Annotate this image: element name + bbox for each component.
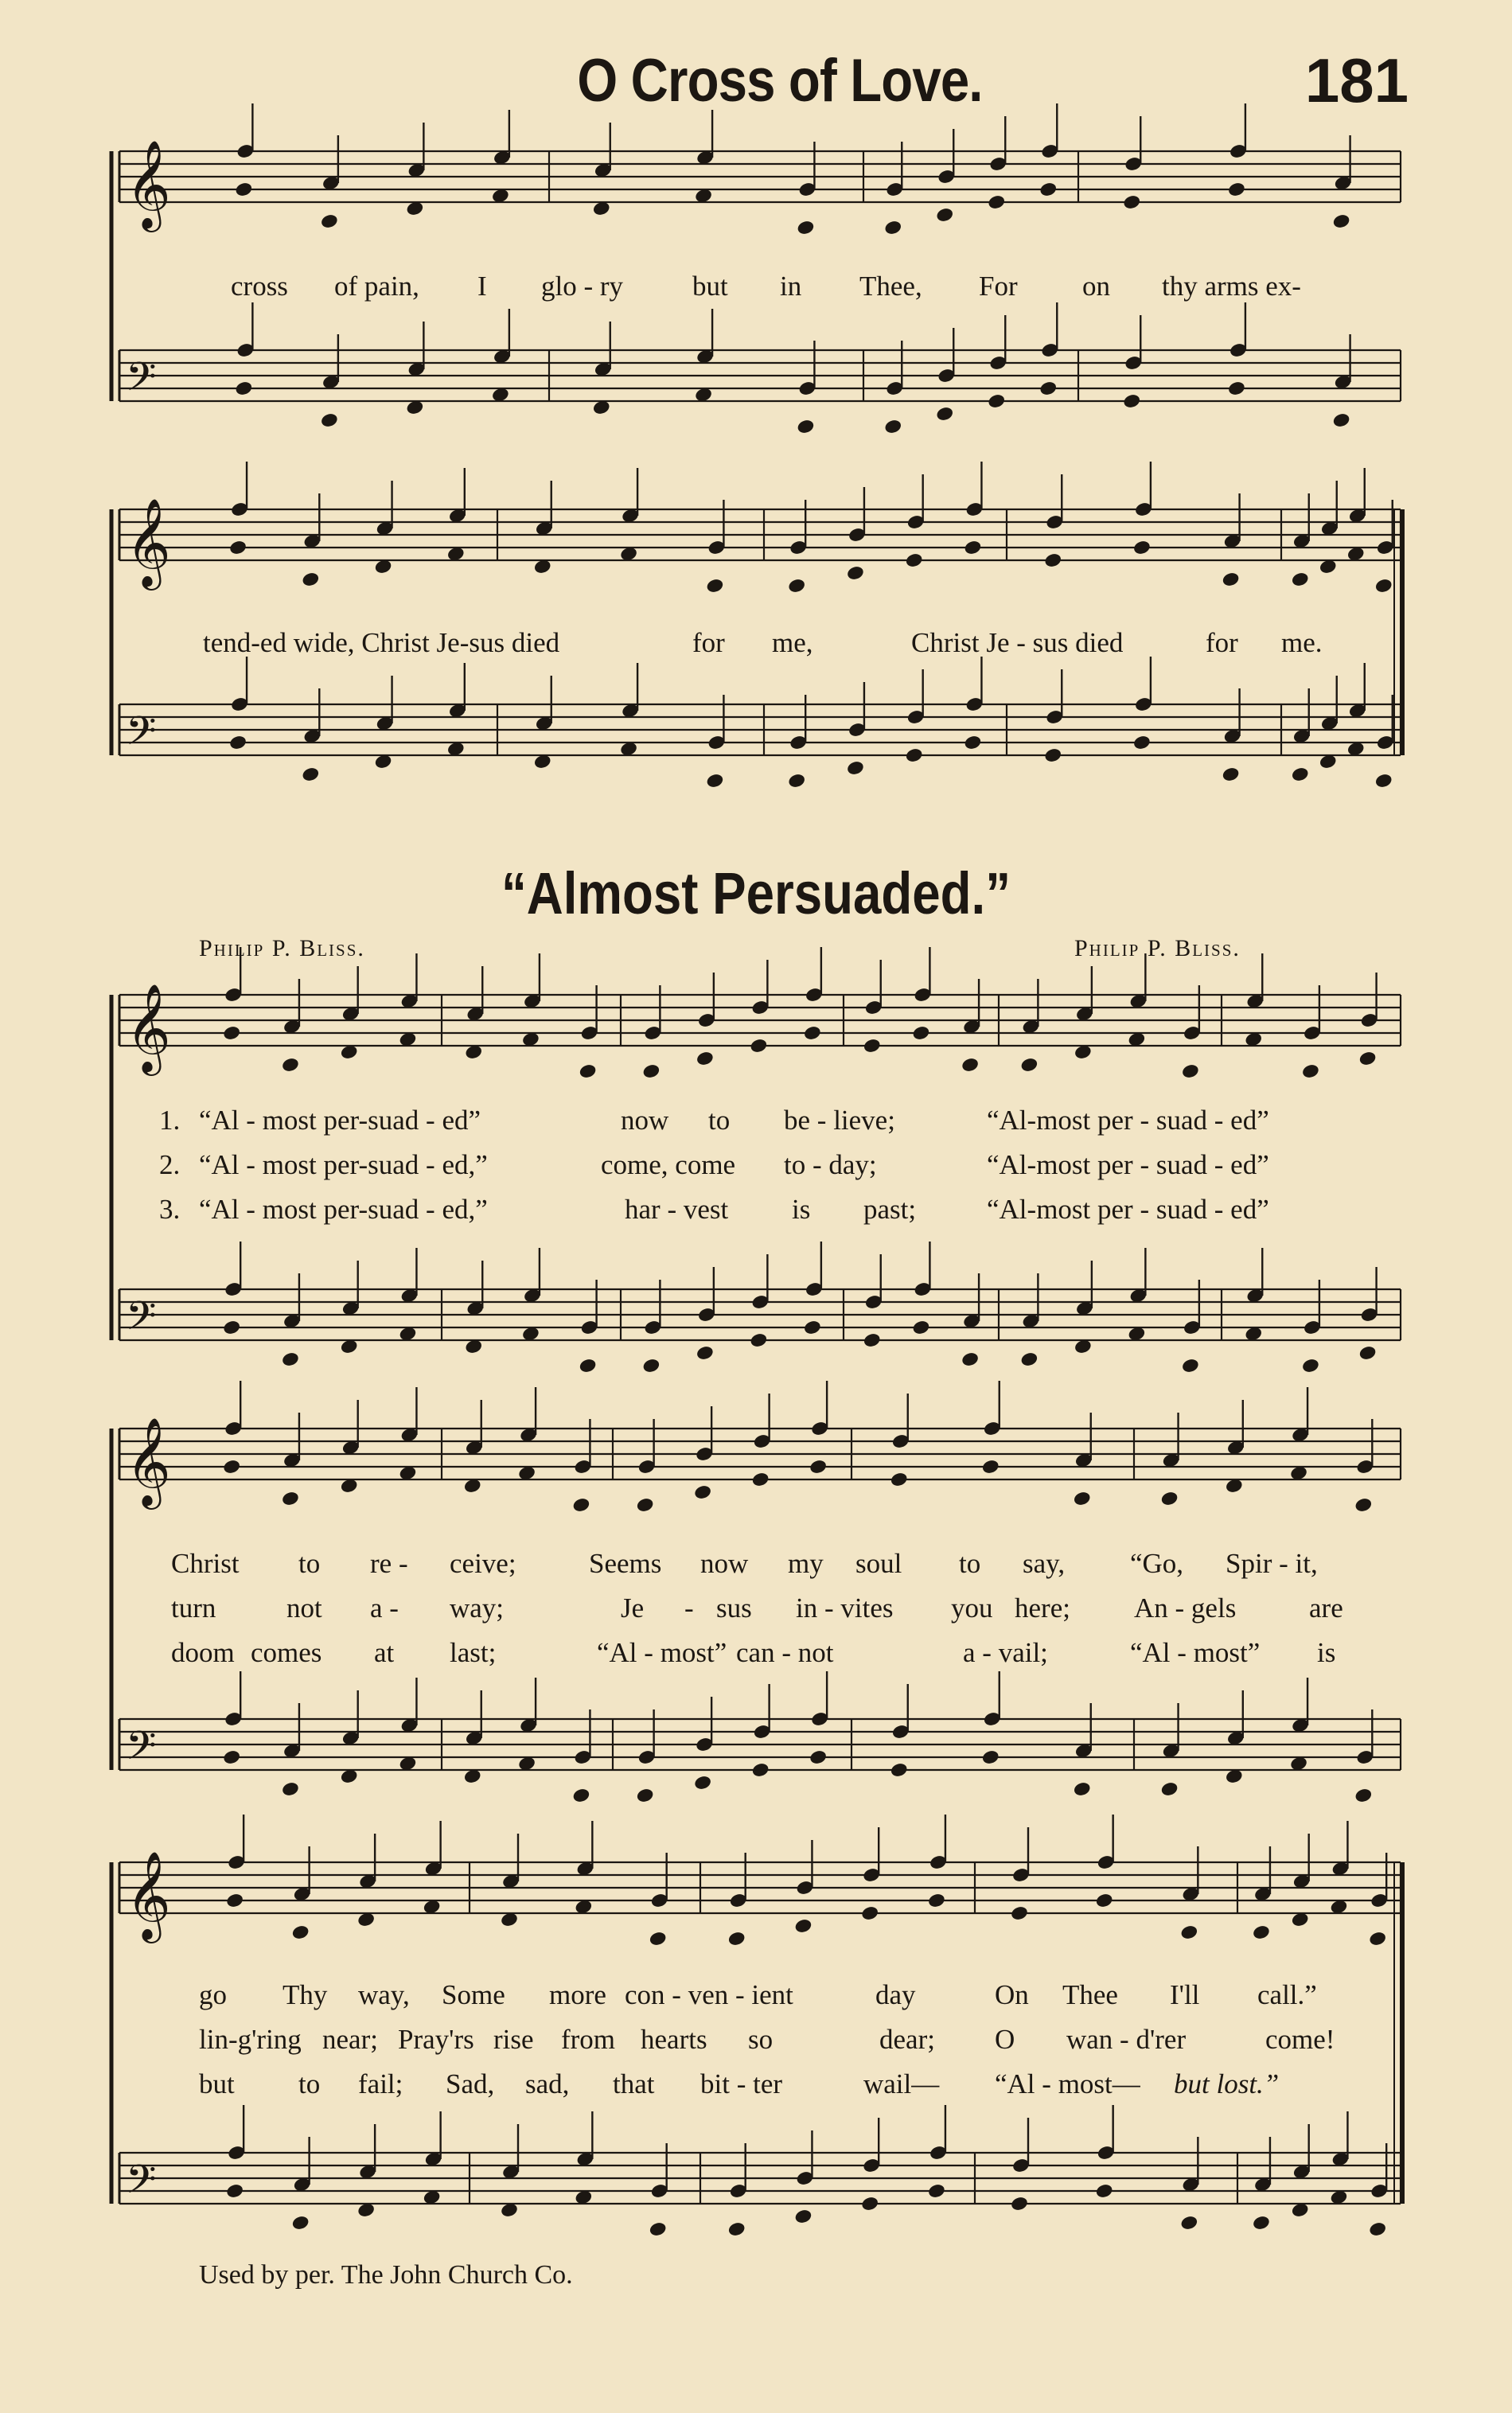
- words-credit: Philip P. Bliss.: [199, 935, 365, 961]
- note-head: [1010, 2196, 1029, 2212]
- note-head: [1374, 578, 1393, 594]
- lyric-syllable: in - vites: [796, 1592, 894, 1624]
- note-head: [860, 2196, 879, 2212]
- note-head: [935, 406, 954, 423]
- lyric-syllable: sad,: [525, 2068, 570, 2099]
- lyric-syllable: Thee: [1062, 1979, 1118, 2010]
- lyric-syllable: so: [748, 2024, 774, 2055]
- lyric-syllable: Some: [442, 1979, 505, 2010]
- note-head: [809, 1459, 828, 1475]
- note-head: [927, 1893, 946, 1909]
- note-head: [225, 2183, 244, 2200]
- note-head: [693, 1775, 712, 1791]
- lyric-syllable: -: [684, 1592, 694, 1624]
- lyric-syllable: dear;: [879, 2024, 935, 2055]
- note-head: [981, 1459, 1000, 1475]
- note-head: [281, 1491, 300, 1507]
- lyric-syllable: to - day;: [784, 1149, 877, 1180]
- note-head: [320, 412, 339, 429]
- copyright-footer: Used by per. The John Church Co.: [199, 2260, 573, 2290]
- note-head: [571, 1787, 590, 1804]
- note-head: [1043, 552, 1062, 569]
- treble-clef-icon: 𝄞: [126, 139, 171, 228]
- lyric-syllable: to: [298, 1548, 321, 1579]
- note-head: [222, 1320, 241, 1336]
- lyric-syllable: Thee,: [859, 271, 922, 302]
- lyric-syllable: come!: [1265, 2024, 1335, 2055]
- verse-number: 3.: [159, 1194, 181, 1225]
- lyric-syllable: can - not: [736, 1637, 834, 1668]
- note-head: [1095, 2183, 1114, 2200]
- lyric-syllable: soul: [855, 1548, 902, 1579]
- note-head: [1122, 393, 1141, 410]
- note-head: [911, 1025, 930, 1042]
- lyric-syllable: O: [995, 2024, 1015, 2055]
- lyric-syllable: of pain,: [334, 271, 419, 302]
- note-head: [1019, 1351, 1039, 1368]
- lyric-syllable: for: [692, 627, 725, 658]
- note-head: [693, 1484, 712, 1501]
- lyric-syllable: For: [979, 271, 1018, 302]
- lyric-syllable: for: [1206, 627, 1238, 658]
- lyric-syllable: at: [374, 1637, 395, 1668]
- note-head: [571, 1497, 590, 1514]
- note-head: [301, 571, 320, 588]
- lyric-syllable: An - gels: [1134, 1592, 1237, 1624]
- note-head: [1368, 1931, 1387, 1947]
- note-head: [860, 1905, 879, 1922]
- note-head: [727, 2221, 746, 2238]
- note-head: [927, 2183, 946, 2200]
- note-head: [1227, 181, 1246, 198]
- verse-number: 2.: [159, 1149, 181, 1180]
- note-head: [911, 1320, 930, 1336]
- treble-clef-icon: 𝄞: [126, 983, 171, 1072]
- note-head: [963, 540, 982, 556]
- note-head: [961, 1057, 980, 1074]
- lyric-syllable: “Al - most—: [995, 2068, 1140, 2099]
- note-head: [1132, 735, 1152, 751]
- note-head: [222, 1749, 241, 1766]
- note-head: [1039, 181, 1058, 198]
- lyric-syllable: now: [621, 1105, 669, 1136]
- lyric-syllable: Seems: [589, 1548, 662, 1579]
- note-head: [863, 1332, 882, 1349]
- lyric-syllable: my: [788, 1548, 824, 1579]
- bass-clef-icon: 𝄢: [126, 1293, 157, 1349]
- lyric-syllable: re -: [370, 1548, 408, 1579]
- lyric-syllable: me,: [772, 627, 813, 658]
- lyric-syllable: Thy: [283, 1979, 328, 2010]
- note-head: [1043, 747, 1062, 764]
- lyric-syllable: go: [199, 1979, 227, 2010]
- note-head: [281, 1781, 300, 1798]
- note-head: [883, 220, 902, 236]
- lyric-syllable: sus: [716, 1592, 752, 1624]
- note-head: [793, 1918, 813, 1935]
- lyric-syllable: On: [995, 1979, 1029, 2010]
- note-head: [846, 565, 865, 582]
- lyric-syllable: way;: [450, 1592, 505, 1624]
- lyric-syllable: on: [1082, 271, 1110, 302]
- lyric-syllable: “Al - most per-suad - ed”: [199, 1105, 481, 1136]
- lyric-syllable: tend-ed wide, Christ Je-sus died: [203, 627, 560, 658]
- lyric-syllable: Sad,: [446, 2068, 495, 2099]
- note-head: [1181, 1063, 1200, 1080]
- lyric-syllable: now: [700, 1548, 749, 1579]
- lyric-syllable: glo - ry: [541, 271, 624, 302]
- note-head: [1368, 2221, 1387, 2238]
- lyric-syllable: Je: [621, 1592, 645, 1624]
- lyric-syllable: day: [875, 1979, 916, 2010]
- note-head: [649, 1931, 668, 1947]
- lyric-syllable: to: [708, 1105, 731, 1136]
- lyric-syllable: a -: [370, 1592, 399, 1624]
- note-head: [987, 393, 1006, 410]
- lyric-syllable: is: [1317, 1637, 1336, 1668]
- lyric-syllable: lin-g'ring: [199, 2024, 302, 2055]
- note-head: [1132, 540, 1152, 556]
- note-head: [222, 1025, 241, 1042]
- lyric-syllable: thy arms ex-: [1162, 271, 1301, 302]
- note-head: [1073, 1781, 1092, 1798]
- note-head: [1252, 2215, 1271, 2232]
- note-head: [803, 1320, 822, 1336]
- note-head: [1374, 773, 1393, 789]
- lyric-syllable: not: [286, 1592, 322, 1624]
- note-head: [228, 735, 247, 751]
- lyric-syllable: are: [1309, 1592, 1343, 1624]
- note-head: [1019, 1057, 1039, 1074]
- lyric-syllable: Christ: [171, 1548, 240, 1579]
- note-head: [1291, 571, 1310, 588]
- verse-number: 1.: [159, 1105, 181, 1136]
- lyric-syllable: to: [298, 2068, 321, 2099]
- note-head: [749, 1038, 768, 1054]
- lyric-syllable: “Al - most per-suad - ed,”: [199, 1149, 488, 1180]
- note-head: [222, 1459, 241, 1475]
- note-head: [1179, 1924, 1198, 1941]
- note-head: [649, 2221, 668, 2238]
- lyric-syllable: that: [613, 2068, 655, 2099]
- lyric-syllable: “Go,: [1130, 1548, 1184, 1579]
- lyric-syllable: you: [951, 1592, 993, 1624]
- note-head: [1291, 766, 1310, 783]
- note-head: [1252, 1924, 1271, 1941]
- note-head: [1222, 766, 1241, 783]
- note-head: [883, 419, 902, 435]
- bass-clef-icon: 𝄢: [126, 354, 157, 410]
- note-head: [1354, 1497, 1373, 1514]
- music-credit: Philip P. Bliss.: [1074, 935, 1241, 961]
- lyric-syllable: Spir - it,: [1226, 1548, 1318, 1579]
- hymn-title-almost-persuaded: “Almost Persuaded.”: [501, 860, 1011, 926]
- lyric-syllable: “Al-most per - suad - ed”: [987, 1149, 1269, 1180]
- note-head: [751, 1762, 770, 1779]
- note-head: [579, 1063, 598, 1080]
- lyric-syllable: a - vail;: [963, 1637, 1048, 1668]
- lyric-syllable: I: [477, 271, 487, 302]
- note-head: [1122, 194, 1141, 211]
- note-head: [1160, 1491, 1179, 1507]
- lyric-syllable: in: [780, 271, 802, 302]
- note-head: [641, 1358, 661, 1374]
- lyric-syllable: way,: [358, 1979, 410, 2010]
- note-head: [696, 1345, 715, 1362]
- page-number: 181: [1304, 45, 1409, 115]
- note-head: [1358, 1051, 1378, 1067]
- note-head: [787, 578, 806, 594]
- lyric-syllable: Pray'rs: [398, 2024, 474, 2055]
- note-head: [705, 773, 724, 789]
- lyric-syllable: call.”: [1257, 1979, 1317, 2010]
- lyric-syllable: here;: [1015, 1592, 1070, 1624]
- note-head: [281, 1057, 300, 1074]
- note-head: [987, 194, 1006, 211]
- note-head: [905, 552, 924, 569]
- note-head: [935, 207, 954, 224]
- note-head: [1227, 380, 1246, 397]
- note-head: [890, 1472, 909, 1488]
- note-head: [1358, 1345, 1378, 1362]
- lyric-syllable: say,: [1023, 1548, 1066, 1579]
- lyric-syllable: “Al-most per - suad - ed”: [987, 1105, 1269, 1136]
- note-head: [981, 1749, 1000, 1766]
- lyric-syllable: from: [561, 2024, 616, 2055]
- lyric-syllable: is: [792, 1194, 811, 1225]
- lyric-syllable: but: [199, 2068, 235, 2099]
- note-head: [636, 1497, 655, 1514]
- lyric-syllable: bit - ter: [700, 2068, 783, 2099]
- note-head: [228, 540, 247, 556]
- note-head: [291, 2215, 310, 2232]
- lyric-syllable: con - ven - ient: [625, 1979, 793, 2010]
- note-head: [1181, 1358, 1200, 1374]
- lyric-syllable: come, come: [601, 1149, 736, 1180]
- lyric-syllable: “Al - most per-suad - ed,”: [199, 1194, 488, 1225]
- lyric-syllable: rise: [493, 2024, 534, 2055]
- note-head: [803, 1025, 822, 1042]
- note-head: [281, 1351, 300, 1368]
- lyric-syllable: wail—: [863, 2068, 940, 2099]
- note-head: [1222, 571, 1241, 588]
- lyric-syllable: but: [692, 271, 728, 302]
- lyric-syllable: Christ Je - sus died: [911, 627, 1124, 658]
- note-head: [863, 1038, 882, 1054]
- note-head: [1301, 1358, 1320, 1374]
- bass-clef-icon: 𝄢: [126, 1723, 157, 1779]
- lyric-syllable: me.: [1281, 627, 1323, 658]
- note-head: [291, 1924, 310, 1941]
- lyric-syllable: I'll: [1170, 1979, 1200, 2010]
- note-head: [1039, 380, 1058, 397]
- note-head: [641, 1063, 661, 1080]
- note-head: [793, 2208, 813, 2225]
- lyric-syllable: “Al-most per - suad - ed”: [987, 1194, 1269, 1225]
- note-head: [890, 1762, 909, 1779]
- note-head: [301, 766, 320, 783]
- treble-clef-icon: 𝄞: [126, 1850, 171, 1939]
- lyric-syllable: last;: [450, 1637, 497, 1668]
- lyric-syllable: past;: [863, 1194, 917, 1225]
- note-head: [1073, 1491, 1092, 1507]
- note-head: [905, 747, 924, 764]
- note-head: [963, 735, 982, 751]
- treble-clef-icon: 𝄞: [126, 1417, 171, 1506]
- lyric-syllable: comes: [251, 1637, 322, 1668]
- lyric-syllable: hearts: [641, 2024, 707, 2055]
- note-head: [1160, 1781, 1179, 1798]
- lyric-syllable: doom: [171, 1637, 235, 1668]
- note-head: [705, 578, 724, 594]
- note-head: [796, 419, 815, 435]
- lyric-syllable: “Al - most”: [1130, 1637, 1261, 1668]
- note-head: [1332, 412, 1351, 429]
- note-head: [636, 1787, 655, 1804]
- note-head: [225, 1893, 244, 1909]
- hymn-title-o-cross-of-love: O Cross of Love.: [577, 47, 983, 115]
- note-head: [1179, 2215, 1198, 2232]
- note-head: [1301, 1063, 1320, 1080]
- note-head: [749, 1332, 768, 1349]
- note-head: [809, 1749, 828, 1766]
- note-head: [579, 1358, 598, 1374]
- note-head: [796, 220, 815, 236]
- note-head: [1095, 1893, 1114, 1909]
- lyric-syllable: turn: [171, 1592, 216, 1624]
- lyric-syllable: fail;: [358, 2068, 403, 2099]
- lyric-syllable: to: [959, 1548, 981, 1579]
- note-head: [234, 380, 253, 397]
- lyric-syllable: be - lieve;: [784, 1105, 895, 1136]
- lyric-syllable: more: [549, 1979, 606, 2010]
- bass-clef-icon: 𝄢: [126, 708, 157, 764]
- bass-clef-icon: 𝄢: [126, 2157, 157, 2212]
- note-head: [846, 760, 865, 777]
- lyric-syllable: “Al - most”: [597, 1637, 727, 1668]
- note-head: [727, 1931, 746, 1947]
- lyric-syllable: cross: [231, 271, 288, 302]
- lyric-syllable: ceive;: [450, 1548, 516, 1579]
- note-head: [787, 773, 806, 789]
- lyric-syllable: har - vest: [625, 1194, 729, 1225]
- note-head: [1354, 1787, 1373, 1804]
- treble-clef-icon: 𝄞: [126, 497, 171, 587]
- lyric-syllable: near;: [322, 2024, 378, 2055]
- note-head: [1010, 1905, 1029, 1922]
- note-head: [1332, 213, 1351, 230]
- lyric-syllable: but lost.”: [1174, 2068, 1280, 2099]
- note-head: [320, 213, 339, 230]
- note-head: [234, 181, 253, 198]
- note-head: [696, 1051, 715, 1067]
- lyric-syllable: wan - d'rer: [1066, 2024, 1187, 2055]
- note-head: [751, 1472, 770, 1488]
- note-head: [961, 1351, 980, 1368]
